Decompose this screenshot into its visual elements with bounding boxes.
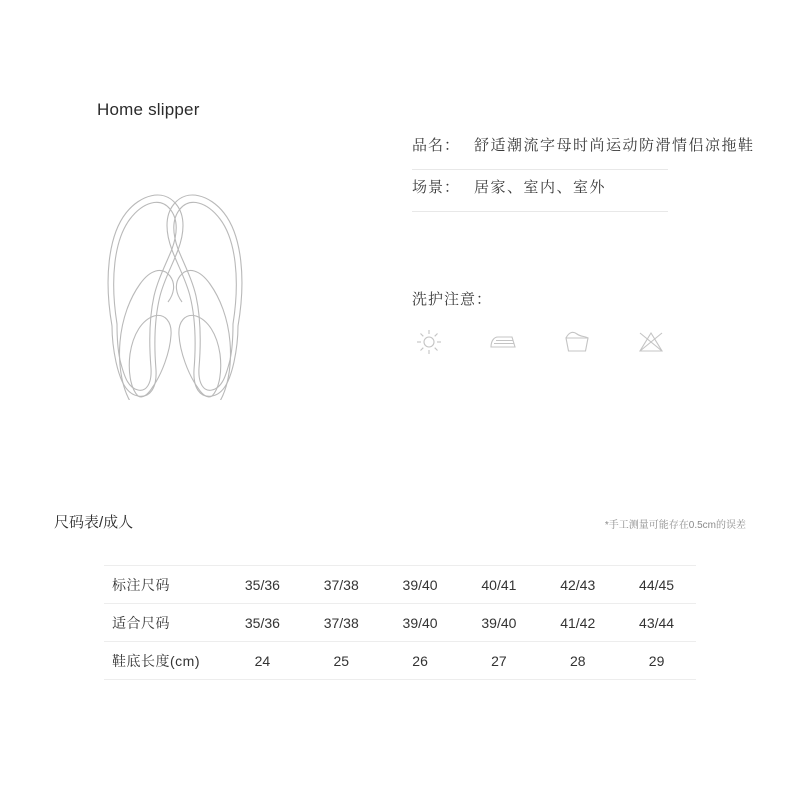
table-cell: 35/36 (223, 566, 302, 604)
care-instructions-title: 洗护注意： (412, 291, 493, 308)
do-not-bleach-icon (634, 325, 668, 359)
dry-in-shade-icon (412, 325, 446, 359)
page-title: Home slipper (97, 100, 200, 119)
do-not-iron-icon (486, 325, 520, 359)
table-cell: 40/41 (459, 566, 538, 604)
spec-label: 场景： (412, 179, 461, 196)
table-cell: 42/43 (538, 566, 617, 604)
table-cell: 37/38 (302, 604, 381, 642)
row-header: 鞋底长度(cm) (104, 642, 223, 680)
table-cell: 27 (459, 642, 538, 680)
table-cell: 41/42 (538, 604, 617, 642)
spec-value: 居家、室内、室外 (474, 179, 607, 196)
slipper-illustration (50, 130, 300, 400)
table-cell: 39/40 (459, 604, 538, 642)
table-cell: 29 (617, 642, 696, 680)
spec-list (412, 128, 755, 212)
size-table (104, 565, 696, 680)
table-row (104, 642, 696, 680)
spec-row-scene (412, 170, 668, 212)
table-cell: 39/40 (381, 566, 460, 604)
table-cell: 44/45 (617, 566, 696, 604)
row-header: 标注尺码 (104, 566, 223, 604)
table-cell: 28 (538, 642, 617, 680)
table-row (104, 604, 696, 642)
table-cell: 24 (223, 642, 302, 680)
table-cell: 37/38 (302, 566, 381, 604)
spec-row-name (412, 128, 755, 170)
hand-wash-icon (560, 325, 594, 359)
size-table-heading: 尺码表/成人 (54, 514, 134, 531)
spec-label: 品名： (412, 137, 461, 154)
size-table-note: *手工测量可能存在0.5cm的误差 (604, 520, 746, 531)
table-cell: 39/40 (381, 604, 460, 642)
table-cell: 25 (302, 642, 381, 680)
table-row (104, 566, 696, 604)
table-cell: 26 (381, 642, 460, 680)
row-header: 适合尺码 (104, 604, 223, 642)
table-cell: 35/36 (223, 604, 302, 642)
care-icon-row (412, 325, 668, 359)
spec-value: 舒适潮流字母时尚运动防滑情侣凉拖鞋 (474, 137, 755, 154)
table-cell: 43/44 (617, 604, 696, 642)
